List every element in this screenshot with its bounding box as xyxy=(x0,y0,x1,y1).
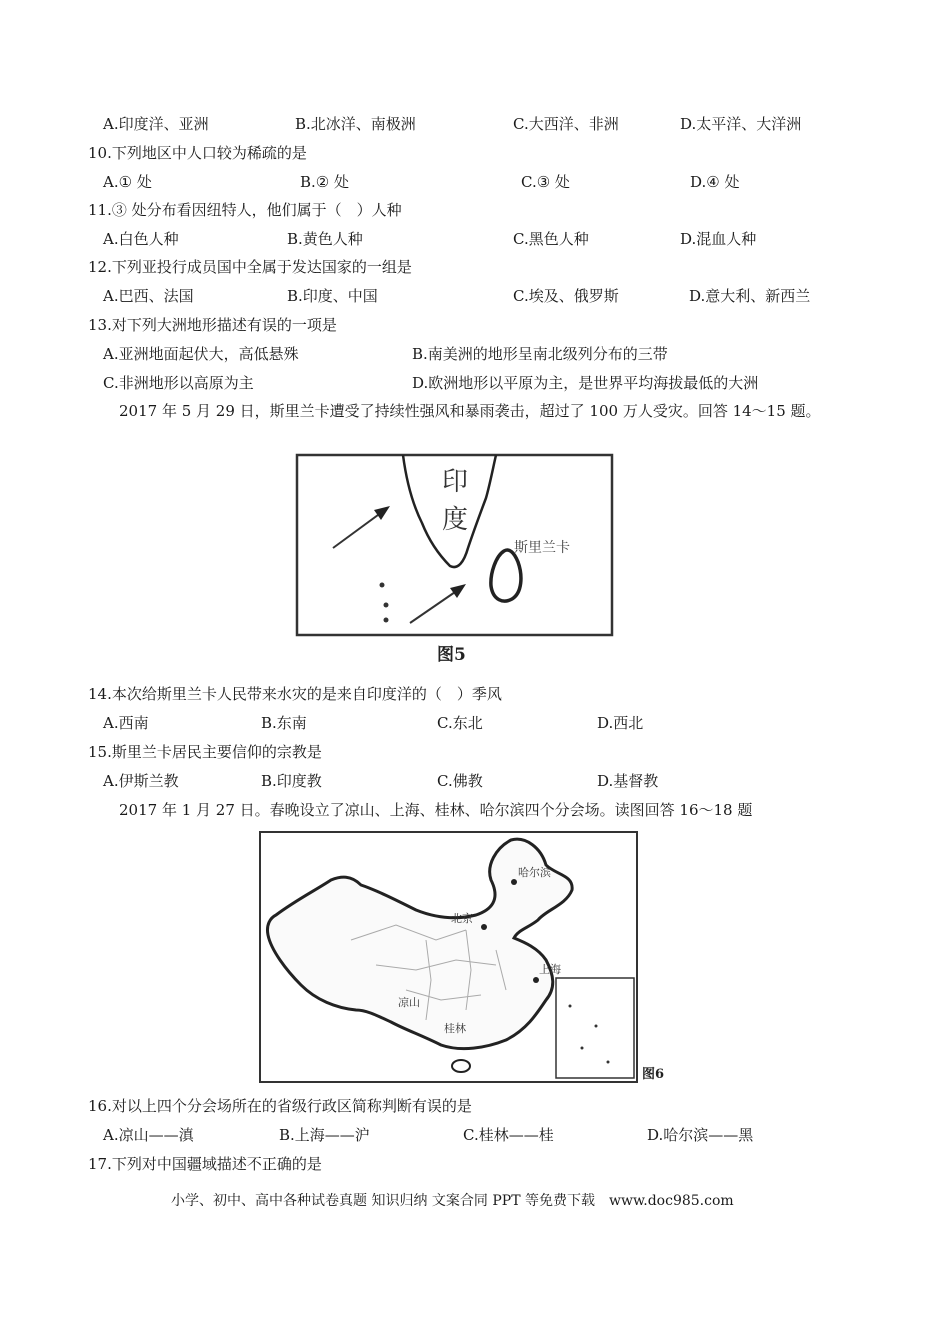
figure-6-caption: 图6 xyxy=(642,1067,665,1082)
q10-stem: 10.下列地区中人口较为稀疏的是 xyxy=(88,144,307,162)
q14-option-d: D.西北 xyxy=(597,714,644,732)
q14-option-c: C.东北 xyxy=(437,714,483,732)
island-dot xyxy=(569,1005,572,1008)
q13-option-b: B.南美洲的地形呈南北级列分布的三带 xyxy=(412,345,668,363)
island-dot xyxy=(380,583,385,588)
q14-stem: 14.本次给斯里兰卡人民带来水灾的是来自印度洋的（ ）季风 xyxy=(88,685,502,703)
q15-option-d: D.基督教 xyxy=(597,772,659,790)
q14-option-b: B.东南 xyxy=(261,714,307,732)
island-dot xyxy=(595,1025,598,1028)
liangshan-label: 凉山 xyxy=(398,996,420,1009)
q11-option-b: B.黄色人种 xyxy=(287,230,363,248)
q12-option-b: B.印度、中国 xyxy=(287,287,378,305)
island-dot xyxy=(607,1061,610,1064)
india-label-2: 度 xyxy=(442,505,469,535)
harbin-dot xyxy=(511,879,517,885)
intro-16-18: 2017 年 1 月 27 日。春晚设立了凉山、上海、桂林、哈尔滨四个分会场。读图回答 16～18 题 xyxy=(119,801,753,819)
q11-option-c: C.黑色人种 xyxy=(513,230,589,248)
q16-option-c: C.桂林——桂 xyxy=(463,1126,554,1144)
q9-option-d: D.太平洋、大洋洲 xyxy=(680,115,802,133)
q13-option-a: A.亚洲地面起伏大，高低悬殊 xyxy=(103,345,299,363)
q16-stem: 16.对以上四个分会场所在的省级行政区简称判断有误的是 xyxy=(88,1097,472,1115)
india-label-1: 印 xyxy=(442,467,469,497)
q15-stem: 15.斯里兰卡居民主要信仰的宗教是 xyxy=(88,743,322,761)
intro-14-15: 2017 年 5 月 29 日，斯里兰卡遭受了持续性强风和暴雨袭击，超过了 100 万人受灾。回答 14～15 题。 xyxy=(119,402,821,420)
q11-option-d: D.混血人种 xyxy=(680,230,757,248)
q11-option-a: A.白色人种 xyxy=(103,230,179,248)
figure-5-caption: 图5 xyxy=(437,645,466,665)
q10-option-c: C.③ 处 xyxy=(521,173,570,191)
q11-stem: 11.③ 处分布看因纽特人，他们属于（ ）人种 xyxy=(88,201,402,219)
harbin-label: 哈尔滨 xyxy=(518,866,551,879)
q12-option-d: D.意大利、新西兰 xyxy=(689,287,811,305)
q13-option-d: D.欧洲地形以平原为主，是世界平均海拔最低的大洲 xyxy=(412,374,759,392)
beijing-dot xyxy=(481,924,487,930)
srilanka-label: 斯里兰卡 xyxy=(514,540,570,556)
figure-6-china-map xyxy=(256,830,706,1085)
shanghai-dot xyxy=(533,977,539,983)
q12-option-c: C.埃及、俄罗斯 xyxy=(513,287,619,305)
guilin-label: 桂林 xyxy=(444,1022,466,1035)
island-dot xyxy=(581,1047,584,1050)
shanghai-label: 上海 xyxy=(539,963,561,976)
south-china-sea-inset xyxy=(556,978,634,1078)
figure-5-map xyxy=(290,448,620,670)
q13-option-c: C.非洲地形以高原为主 xyxy=(103,374,254,392)
q10-option-a: A.① 处 xyxy=(103,173,152,191)
q17-stem: 17.下列对中国疆域描述不正确的是 xyxy=(88,1155,322,1173)
q13-stem: 13.对下列大洲地形描述有误的一项是 xyxy=(88,316,337,334)
q16-option-a: A.凉山——滇 xyxy=(103,1126,194,1144)
q10-option-b: B.② 处 xyxy=(300,173,350,191)
q15-option-b: B.印度教 xyxy=(261,772,322,790)
island-dot xyxy=(384,618,389,623)
q9-option-a: A.印度洋、亚洲 xyxy=(103,115,209,133)
q16-option-d: D.哈尔滨——黑 xyxy=(647,1126,754,1144)
q15-option-a: A.伊斯兰教 xyxy=(103,772,179,790)
q16-option-b: B.上海——沪 xyxy=(279,1126,370,1144)
q9-option-b: B.北冰洋、南极洲 xyxy=(295,115,416,133)
beijing-label: 北京 xyxy=(451,912,473,925)
q15-option-c: C.佛教 xyxy=(437,772,483,790)
q12-stem: 12.下列亚投行成员国中全属于发达国家的一组是 xyxy=(88,258,412,276)
page-footer: 小学、初中、高中各种试卷真题 知识归纳 文案合同 PPT 等免费下载 www.doc985.com xyxy=(171,1193,734,1209)
q14-option-a: A.西南 xyxy=(103,714,149,732)
q10-option-d: D.④ 处 xyxy=(690,173,740,191)
q9-option-c: C.大西洋、非洲 xyxy=(513,115,619,133)
q12-option-a: A.巴西、法国 xyxy=(103,287,194,305)
island-dot xyxy=(384,603,389,608)
